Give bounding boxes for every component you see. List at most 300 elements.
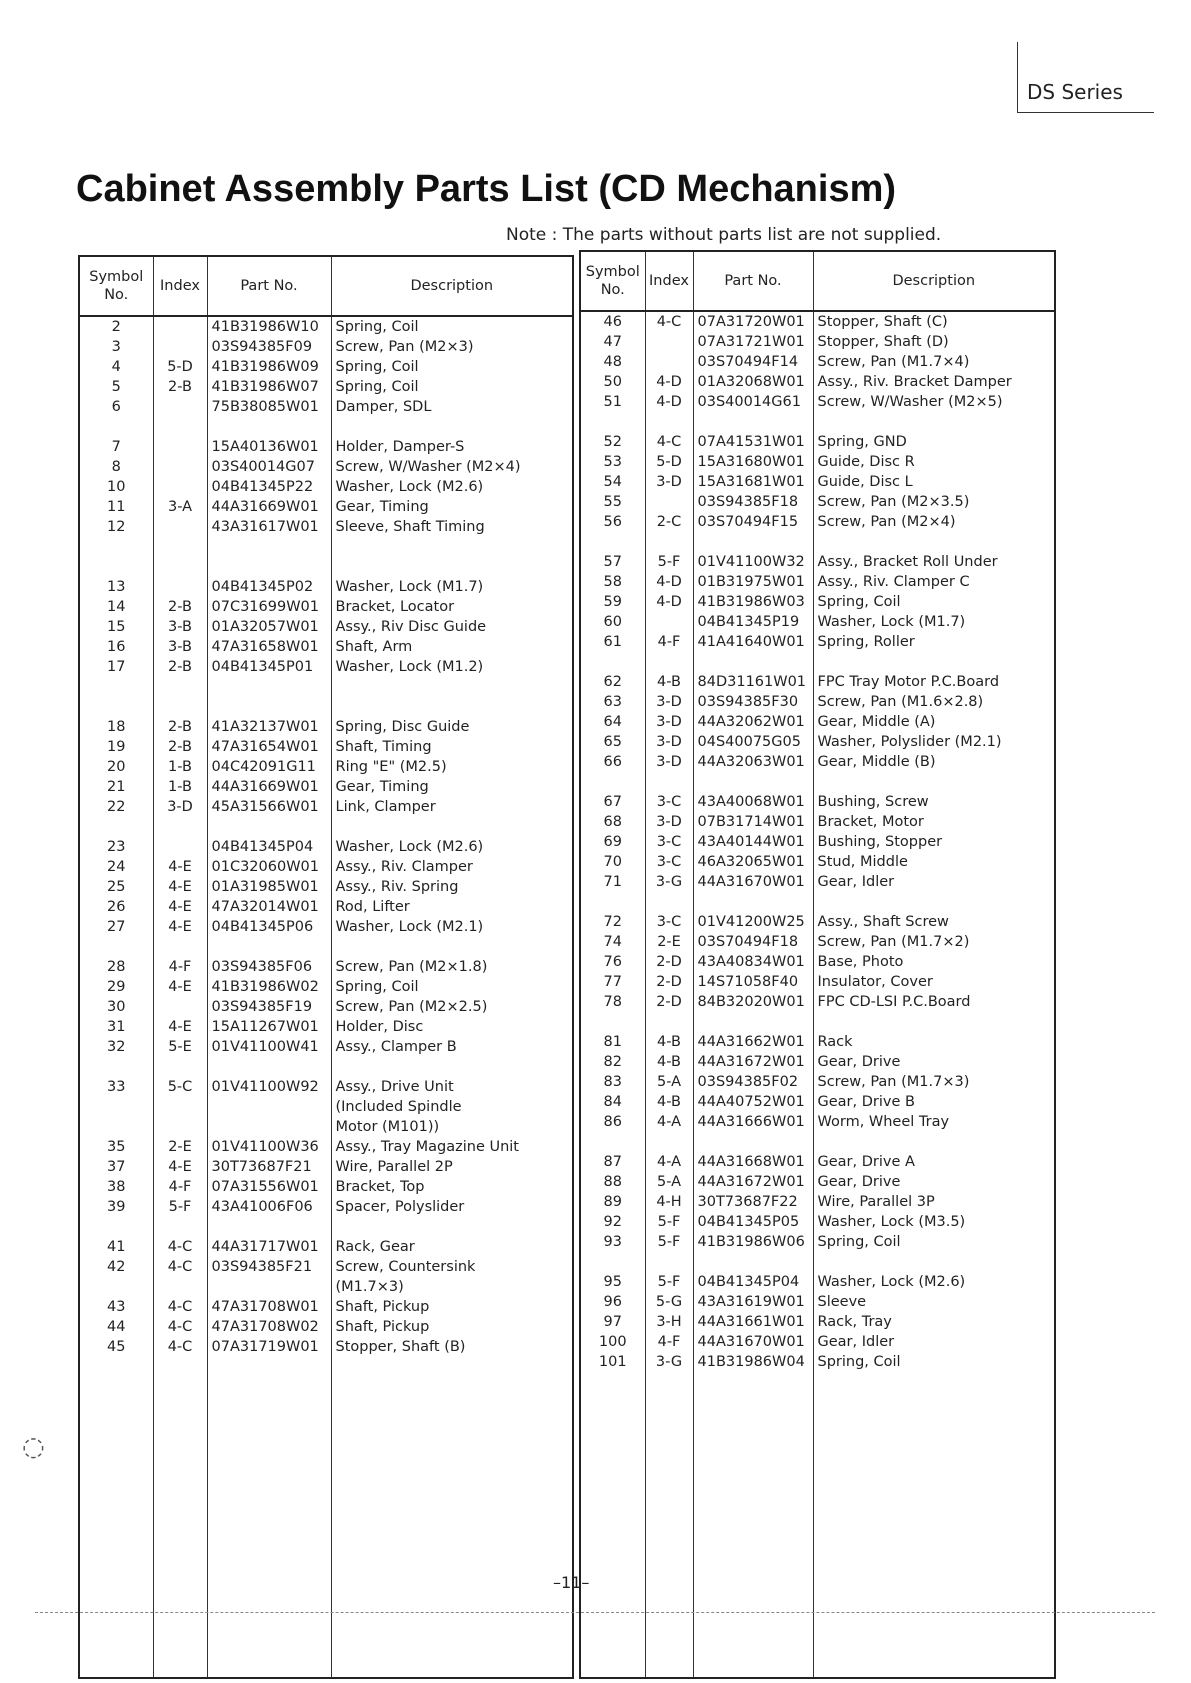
- index-cell: [645, 332, 693, 352]
- part-no-cell: 04B41345P19: [693, 612, 813, 632]
- spacer-row: [580, 412, 1055, 432]
- index-cell: 2-D: [645, 992, 693, 1012]
- index-cell: 4-E: [153, 1017, 207, 1037]
- symbol-cell: 6: [111, 399, 121, 415]
- symbol-cell: 72: [603, 914, 622, 930]
- index-cell: 3-C: [645, 852, 693, 872]
- part-no-cell: 75B38085W01: [207, 397, 331, 417]
- symbol-cell: 88: [603, 1174, 622, 1190]
- index-cell: 4-H: [645, 1192, 693, 1212]
- spacer-row: [79, 537, 573, 557]
- index-cell: 5-E: [153, 1037, 207, 1057]
- table-row: [79, 597, 573, 617]
- table-row: [79, 1257, 573, 1277]
- spacer-cell: [331, 557, 573, 577]
- spacer-cell: [207, 697, 331, 717]
- description-cell: Spring, Coil: [331, 377, 573, 397]
- part-no-cell: 43A41006F06: [207, 1197, 331, 1217]
- table-row: [79, 617, 573, 637]
- table-row: [580, 952, 1055, 972]
- spacer-cell: [207, 677, 331, 697]
- symbol-cell: 86: [603, 1114, 622, 1130]
- part-no-cell: 44A32063W01: [693, 752, 813, 772]
- index-cell: 3-C: [645, 912, 693, 932]
- description-cell: Assy., Drive Unit: [331, 1077, 573, 1097]
- index-cell: 3-B: [153, 637, 207, 657]
- symbol-cell: 69: [603, 834, 622, 850]
- part-no-cell: 44A31669W01: [207, 777, 331, 797]
- table-row: [580, 592, 1055, 612]
- table-row: [580, 1152, 1055, 1172]
- index-cell: [153, 457, 207, 477]
- table-row: [580, 452, 1055, 472]
- table-row: [79, 1237, 573, 1257]
- part-no-cell: [207, 1097, 331, 1117]
- table-row: [580, 372, 1055, 392]
- table-header-row: [79, 256, 573, 316]
- parts-table-right: [579, 250, 1056, 1679]
- part-no-cell: 41A32137W01: [207, 717, 331, 737]
- index-cell: 5-F: [645, 1212, 693, 1232]
- index-cell: 3-D: [645, 752, 693, 772]
- index-cell: [153, 517, 207, 537]
- spacer-cell: [79, 1057, 153, 1077]
- symbol-cell: 16: [107, 639, 126, 655]
- index-cell: 4-E: [153, 977, 207, 997]
- spacer-cell: [813, 1252, 1055, 1272]
- index-cell: 3-D: [645, 812, 693, 832]
- description-cell: Wire, Parallel 2P: [331, 1157, 573, 1177]
- spacer-row: [79, 1217, 573, 1237]
- description-cell: Gear, Idler: [813, 872, 1055, 892]
- description-cell: Rack: [813, 1032, 1055, 1052]
- header-rule-vertical: [1017, 42, 1018, 112]
- index-cell: 1-B: [153, 757, 207, 777]
- spacer-cell: [693, 1132, 813, 1152]
- index-cell: [645, 492, 693, 512]
- index-cell: 4-E: [153, 857, 207, 877]
- part-no-cell: 44A31670W01: [693, 872, 813, 892]
- spacer-cell: [207, 557, 331, 577]
- spacer-cell: [79, 417, 153, 437]
- index-cell: 4-F: [153, 1177, 207, 1197]
- symbol-cell: 32: [107, 1039, 126, 1055]
- index-cell: 3-C: [645, 792, 693, 812]
- index-cell: 4-C: [153, 1257, 207, 1277]
- symbol-cell: 78: [603, 994, 622, 1010]
- index-cell: 5-G: [645, 1292, 693, 1312]
- symbol-cell: 22: [107, 799, 126, 815]
- table-row: [580, 812, 1055, 832]
- table-row: [79, 1277, 573, 1297]
- spacer-row: [79, 1057, 573, 1077]
- symbol-cell: 15: [107, 619, 126, 635]
- spacer-cell: [153, 817, 207, 837]
- index-cell: 4-B: [645, 1032, 693, 1052]
- description-cell: Shaft, Timing: [331, 737, 573, 757]
- spacer-cell: [331, 817, 573, 837]
- description-cell: Stopper, Shaft (C): [813, 311, 1055, 332]
- index-cell: 5-F: [153, 1197, 207, 1217]
- description-cell: Spring, Coil: [331, 316, 573, 337]
- part-no-cell: 47A31658W01: [207, 637, 331, 657]
- symbol-cell: 35: [107, 1139, 126, 1155]
- index-cell: 5-F: [645, 1272, 693, 1292]
- symbol-cell: 71: [603, 874, 622, 890]
- index-cell: 4-E: [153, 1157, 207, 1177]
- symbol-cell: 97: [603, 1314, 622, 1330]
- part-no-cell: 46A32065W01: [693, 852, 813, 872]
- part-no-cell: 07B31714W01: [693, 812, 813, 832]
- description-cell: Washer, Lock (M2.1): [331, 917, 573, 937]
- part-no-cell: 01V41100W92: [207, 1077, 331, 1097]
- description-cell: FPC Tray Motor P.C.Board: [813, 672, 1055, 692]
- symbol-cell: 50: [603, 374, 622, 390]
- description-cell: Washer, Lock (M2.6): [813, 1272, 1055, 1292]
- symbol-cell: 56: [603, 514, 622, 530]
- part-no-cell: 01V41100W32: [693, 552, 813, 572]
- table-row: [79, 377, 573, 397]
- series-label: DS Series: [1027, 80, 1123, 104]
- part-no-cell: 03S94385F09: [207, 337, 331, 357]
- part-no-cell: 03S40014G61: [693, 392, 813, 412]
- index-cell: [153, 437, 207, 457]
- symbol-cell: 66: [603, 754, 622, 770]
- description-cell: FPC CD-LSI P.C.Board: [813, 992, 1055, 1012]
- part-no-cell: 04C42091G11: [207, 757, 331, 777]
- index-cell: 3-H: [645, 1312, 693, 1332]
- index-cell: [153, 1117, 207, 1137]
- page-number: –11–: [553, 1573, 590, 1592]
- table-row: [580, 1292, 1055, 1312]
- part-no-cell: 44A31661W01: [693, 1312, 813, 1332]
- symbol-cell: 11: [107, 499, 126, 515]
- spacer-cell: [645, 1252, 693, 1272]
- spacer-cell: [580, 652, 645, 672]
- symbol-cell: 57: [603, 554, 622, 570]
- spacer-cell: [153, 937, 207, 957]
- symbol-cell: 27: [107, 919, 126, 935]
- description-cell: Screw, Pan (M1.7×2): [813, 932, 1055, 952]
- symbol-cell: 28: [107, 959, 126, 975]
- index-cell: [645, 352, 693, 372]
- description-cell: Spring, Roller: [813, 632, 1055, 652]
- index-cell: [645, 612, 693, 632]
- table-row: [580, 472, 1055, 492]
- symbol-cell: 44: [107, 1319, 126, 1335]
- spacer-row: [580, 1132, 1055, 1152]
- description-cell: Gear, Drive A: [813, 1152, 1055, 1172]
- table-row: [79, 1177, 573, 1197]
- filler-cell: [153, 1357, 207, 1678]
- spacer-cell: [645, 412, 693, 432]
- part-no-cell: 47A31708W02: [207, 1317, 331, 1337]
- description-cell: Worm, Wheel Tray: [813, 1112, 1055, 1132]
- symbol-cell: 41: [107, 1239, 126, 1255]
- page-title: Cabinet Assembly Parts List (CD Mechanism): [76, 168, 897, 210]
- part-no-cell: 03S94385F02: [693, 1072, 813, 1092]
- spacer-cell: [153, 557, 207, 577]
- filler-cell: [331, 1357, 573, 1678]
- index-cell: [153, 997, 207, 1017]
- table-row: [79, 357, 573, 377]
- symbol-cell: 59: [603, 594, 622, 610]
- spacer-cell: [153, 537, 207, 557]
- part-no-cell: 04B41345P01: [207, 657, 331, 677]
- part-no-cell: 41B31986W10: [207, 316, 331, 337]
- symbol-cell: 54: [603, 474, 622, 490]
- description-cell: Washer, Lock (M1.7): [331, 577, 573, 597]
- spacer-cell: [331, 417, 573, 437]
- part-no-cell: 44A31672W01: [693, 1172, 813, 1192]
- description-cell: Assy., Riv. Spring: [331, 877, 573, 897]
- description-cell: Base, Photo: [813, 952, 1055, 972]
- table-row: [580, 1332, 1055, 1352]
- index-cell: 3-D: [645, 472, 693, 492]
- table-row: [580, 432, 1055, 452]
- description-cell: Sleeve, Shaft Timing: [331, 517, 573, 537]
- spacer-cell: [693, 1252, 813, 1272]
- spacer-cell: [207, 537, 331, 557]
- supply-note: Note : The parts without parts list are not supplied.: [506, 225, 942, 245]
- spacer-row: [580, 652, 1055, 672]
- part-no-cell: 01V41100W36: [207, 1137, 331, 1157]
- spacer-cell: [693, 892, 813, 912]
- index-cell: 5-D: [645, 452, 693, 472]
- table-row: [79, 857, 573, 877]
- symbol-cell: [79, 1277, 153, 1297]
- part-no-cell: 15A31681W01: [693, 472, 813, 492]
- spacer-cell: [207, 1057, 331, 1077]
- symbol-cell: 67: [603, 794, 622, 810]
- filler-cell: [645, 1372, 693, 1678]
- table-row: [580, 1312, 1055, 1332]
- part-no-cell: 45A31566W01: [207, 797, 331, 817]
- spacer-row: [79, 677, 573, 697]
- filler-cell: [813, 1372, 1055, 1678]
- spacer-row: [580, 1012, 1055, 1032]
- spacer-cell: [79, 677, 153, 697]
- part-no-cell: 03S40014G07: [207, 457, 331, 477]
- description-cell: Spring, GND: [813, 432, 1055, 452]
- spacer-row: [580, 772, 1055, 792]
- symbol-cell: 19: [107, 739, 126, 755]
- symbol-cell: 42: [107, 1259, 126, 1275]
- index-cell: 4-D: [645, 592, 693, 612]
- table-row: [79, 1297, 573, 1317]
- symbol-cell: 33: [107, 1079, 126, 1095]
- symbol-cell: 43: [107, 1299, 126, 1315]
- spacer-cell: [580, 892, 645, 912]
- index-cell: 3-D: [645, 692, 693, 712]
- description-cell: Link, Clamper: [331, 797, 573, 817]
- symbol-cell: 62: [603, 674, 622, 690]
- part-no-cell: 41A41640W01: [693, 632, 813, 652]
- table-row: [79, 797, 573, 817]
- index-cell: 4-C: [153, 1317, 207, 1337]
- symbol-cell: 13: [107, 579, 126, 595]
- description-cell: Washer, Lock (M1.2): [331, 657, 573, 677]
- table-row: [79, 1097, 573, 1117]
- symbol-cell: 24: [107, 859, 126, 875]
- table-row: [79, 977, 573, 997]
- description-cell: Gear, Timing: [331, 497, 573, 517]
- symbol-cell: 3: [111, 339, 121, 355]
- parts-table-left: [78, 255, 574, 1679]
- spacer-cell: [153, 697, 207, 717]
- spacer-cell: [645, 532, 693, 552]
- table-row: [79, 477, 573, 497]
- part-no-cell: 03S70494F14: [693, 352, 813, 372]
- part-no-cell: 01A31985W01: [207, 877, 331, 897]
- description-cell: Screw, Pan (M2×3): [331, 337, 573, 357]
- description-cell: Assy., Riv Disc Guide: [331, 617, 573, 637]
- spacer-row: [79, 937, 573, 957]
- symbol-cell: 83: [603, 1074, 622, 1090]
- description-cell: Washer, Lock (M2.6): [331, 837, 573, 857]
- table-row: [580, 332, 1055, 352]
- index-cell: 2-E: [153, 1137, 207, 1157]
- part-no-cell: 30T73687F21: [207, 1157, 331, 1177]
- index-cell: [153, 397, 207, 417]
- index-cell: 2-B: [153, 377, 207, 397]
- index-cell: 4-D: [645, 372, 693, 392]
- description-cell: Motor (M101)): [331, 1117, 573, 1137]
- table-row: [79, 397, 573, 417]
- spacer-row: [79, 697, 573, 717]
- table-row: [580, 632, 1055, 652]
- index-cell: 4-C: [153, 1237, 207, 1257]
- table-row: [580, 1232, 1055, 1252]
- symbol-cell: 61: [603, 634, 622, 650]
- filler-row: [580, 1372, 1055, 1678]
- table-row: [580, 672, 1055, 692]
- part-no-cell: 41B31986W06: [693, 1232, 813, 1252]
- description-cell: Washer, Polyslider (M2.1): [813, 732, 1055, 752]
- table-row: [580, 1052, 1055, 1072]
- symbol-cell: 46: [603, 314, 622, 330]
- table-row: [580, 552, 1055, 572]
- table-row: [79, 777, 573, 797]
- part-no-cell: 03S94385F18: [693, 492, 813, 512]
- symbol-cell: 7: [111, 439, 121, 455]
- description-cell: Gear, Middle (A): [813, 712, 1055, 732]
- index-cell: 4-D: [645, 572, 693, 592]
- spacer-cell: [331, 1217, 573, 1237]
- description-cell: Washer, Lock (M3.5): [813, 1212, 1055, 1232]
- table-header-row: [580, 251, 1055, 311]
- table-row: [79, 957, 573, 977]
- index-cell: 5-F: [645, 1232, 693, 1252]
- column-header-part-no: Part No.: [207, 256, 331, 316]
- spacer-row: [79, 557, 573, 577]
- table-row: [79, 897, 573, 917]
- index-cell: 5-A: [645, 1172, 693, 1192]
- description-cell: Shaft, Pickup: [331, 1297, 573, 1317]
- part-no-cell: 07A31556W01: [207, 1177, 331, 1197]
- table-row: [79, 316, 573, 337]
- table-row: [580, 1092, 1055, 1112]
- part-no-cell: 30T73687F22: [693, 1192, 813, 1212]
- symbol-cell: 74: [603, 934, 622, 950]
- table-row: [580, 872, 1055, 892]
- part-no-cell: 84D31161W01: [693, 672, 813, 692]
- symbol-cell: 45: [107, 1339, 126, 1355]
- spacer-row: [79, 417, 573, 437]
- table-row: [79, 1317, 573, 1337]
- symbol-cell: 76: [603, 954, 622, 970]
- spacer-cell: [813, 412, 1055, 432]
- symbol-cell: 14: [107, 599, 126, 615]
- column-header-symbol: Symbol No.: [580, 251, 645, 311]
- index-cell: 3-A: [153, 497, 207, 517]
- symbol-cell: 55: [603, 494, 622, 510]
- spacer-cell: [693, 1012, 813, 1032]
- part-no-cell: 44A31669W01: [207, 497, 331, 517]
- description-cell: Ring "E" (M2.5): [331, 757, 573, 777]
- table-row: [580, 792, 1055, 812]
- index-cell: 4-A: [645, 1152, 693, 1172]
- table-row: [580, 932, 1055, 952]
- spacer-cell: [693, 772, 813, 792]
- part-no-cell: 43A40144W01: [693, 832, 813, 852]
- description-cell: (Included Spindle: [331, 1097, 573, 1117]
- index-cell: 4-C: [153, 1337, 207, 1357]
- description-cell: Stopper, Shaft (D): [813, 332, 1055, 352]
- description-cell: Rod, Lifter: [331, 897, 573, 917]
- table-row: [580, 352, 1055, 372]
- spacer-cell: [645, 652, 693, 672]
- table-row: [79, 497, 573, 517]
- symbol-cell: 39: [107, 1199, 126, 1215]
- index-cell: [153, 477, 207, 497]
- spacer-cell: [645, 1132, 693, 1152]
- spacer-cell: [813, 772, 1055, 792]
- table-row: [580, 311, 1055, 332]
- description-cell: Guide, Disc R: [813, 452, 1055, 472]
- part-no-cell: 04S40075G05: [693, 732, 813, 752]
- table-row: [79, 337, 573, 357]
- spacer-cell: [580, 412, 645, 432]
- index-cell: 4-E: [153, 917, 207, 937]
- part-no-cell: 04B41345P02: [207, 577, 331, 597]
- index-cell: 5-A: [645, 1072, 693, 1092]
- symbol-cell: 95: [603, 1274, 622, 1290]
- description-cell: Damper, SDL: [331, 397, 573, 417]
- description-cell: (M1.7×3): [331, 1277, 573, 1297]
- table-row: [580, 612, 1055, 632]
- description-cell: Spring, Coil: [813, 592, 1055, 612]
- symbol-cell: 53: [603, 454, 622, 470]
- description-cell: Spacer, Polyslider: [331, 1197, 573, 1217]
- symbol-cell: 64: [603, 714, 622, 730]
- index-cell: [153, 577, 207, 597]
- table-row: [580, 492, 1055, 512]
- index-cell: 5-F: [645, 552, 693, 572]
- part-no-cell: 04B41345P05: [693, 1212, 813, 1232]
- spacer-cell: [645, 892, 693, 912]
- filler-cell: [580, 1372, 645, 1678]
- part-no-cell: 47A32014W01: [207, 897, 331, 917]
- index-cell: [153, 316, 207, 337]
- spacer-cell: [331, 1057, 573, 1077]
- symbol-cell: 87: [603, 1154, 622, 1170]
- spacer-cell: [207, 937, 331, 957]
- description-cell: Gear, Idler: [813, 1332, 1055, 1352]
- symbol-cell: 92: [603, 1214, 622, 1230]
- description-cell: Spring, Coil: [331, 977, 573, 997]
- part-no-cell: 04B41345P04: [207, 837, 331, 857]
